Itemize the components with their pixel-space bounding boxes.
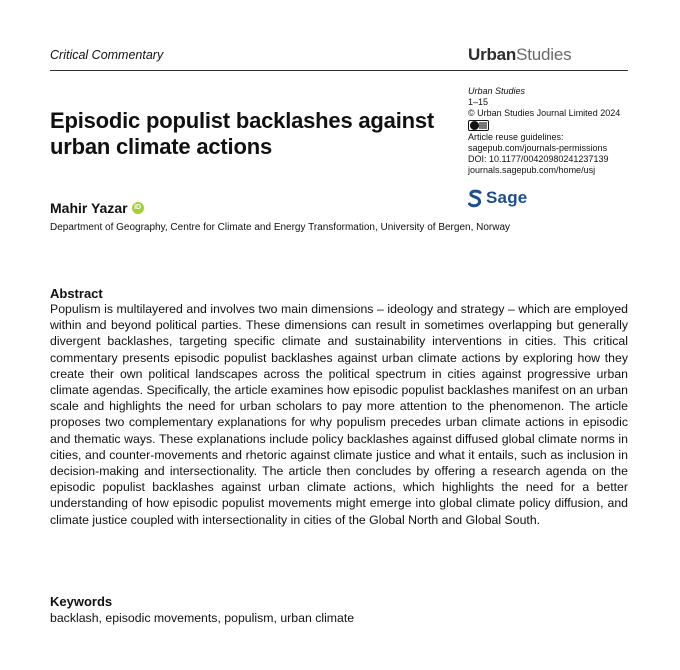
header-rule [50,70,628,71]
sage-wordmark: Sage [486,188,528,207]
meta-reuse-link[interactable]: sagepub.com/journals-permissions [468,143,608,153]
keywords-list: backlash, episodic movements, populism, urban climate [50,611,355,625]
meta-doi[interactable]: DOI: 10.1177/00420980241237139 [468,154,609,164]
meta-journal-name: Urban Studies [468,86,526,96]
meta-copyright: © Urban Studies Journal Limited 2024 [468,108,621,118]
orcid-icon[interactable]: iD [132,202,144,214]
journal-logo [468,45,571,65]
abstract-body: Populism is multilayered and involves two main dimensions – ideology and strategy – which are employed within and beyond political parties. These dimensions can result in sometimes overlapping but generally divergent backlashes, targeting specific climate and sustainability interventions in cities. This critical commentary presents episodic populist backlashes against urban climate actions by exploring how they create their own political landscapes across the political spectrum in cities against progressive urban climate agendas. Specifically, the article examines how episodic populist backlashes manifest on an urban scale and highlights the need for urban scholars to pay more attention to the phenomenon. The article proposes two complementary explanations for why populism precedes urban climate actions in episodic and thematic ways. These explanations include policy backlashes against diffused global climate norms in cities, and counter-movements and rhetoric against climate justice and what it entails, such as inclusion in decision-making and intersectionality. The article then concludes by offering a research agenda on the episodic populist backlashes against urban climate actions, which highlights the need for a better understanding of how episodic populist movements might emerge into global climate policy diffusion, and climate justice coupled with intersectionality in cities of the Global North and Global South. [50,302,628,527]
section-label: Critical Commentary [50,48,164,62]
keywords-heading: Keywords [50,594,113,609]
journal-logo-light: Studies [516,45,572,64]
author-name [50,200,144,216]
meta-journal-link[interactable]: journals.sagepub.com/home/usj [468,165,596,175]
cc-license-icon [468,119,668,132]
journal-logo-bold: Urban [468,45,517,64]
sage-logo [468,188,527,208]
author-name-text: Mahir Yazar [50,200,128,216]
sage-s-icon [468,189,482,208]
article-meta [468,86,668,176]
abstract-heading: Abstract [50,286,103,301]
article-title: Episodic populist backlashes against urban climate actions [50,108,435,159]
meta-pages: 1–15 [468,97,489,107]
author-affiliation: Department of Geography, Centre for Climate and Energy Transformation, University of Bergen, Norway [50,222,511,233]
meta-reuse-label: Article reuse guidelines: [468,132,564,142]
